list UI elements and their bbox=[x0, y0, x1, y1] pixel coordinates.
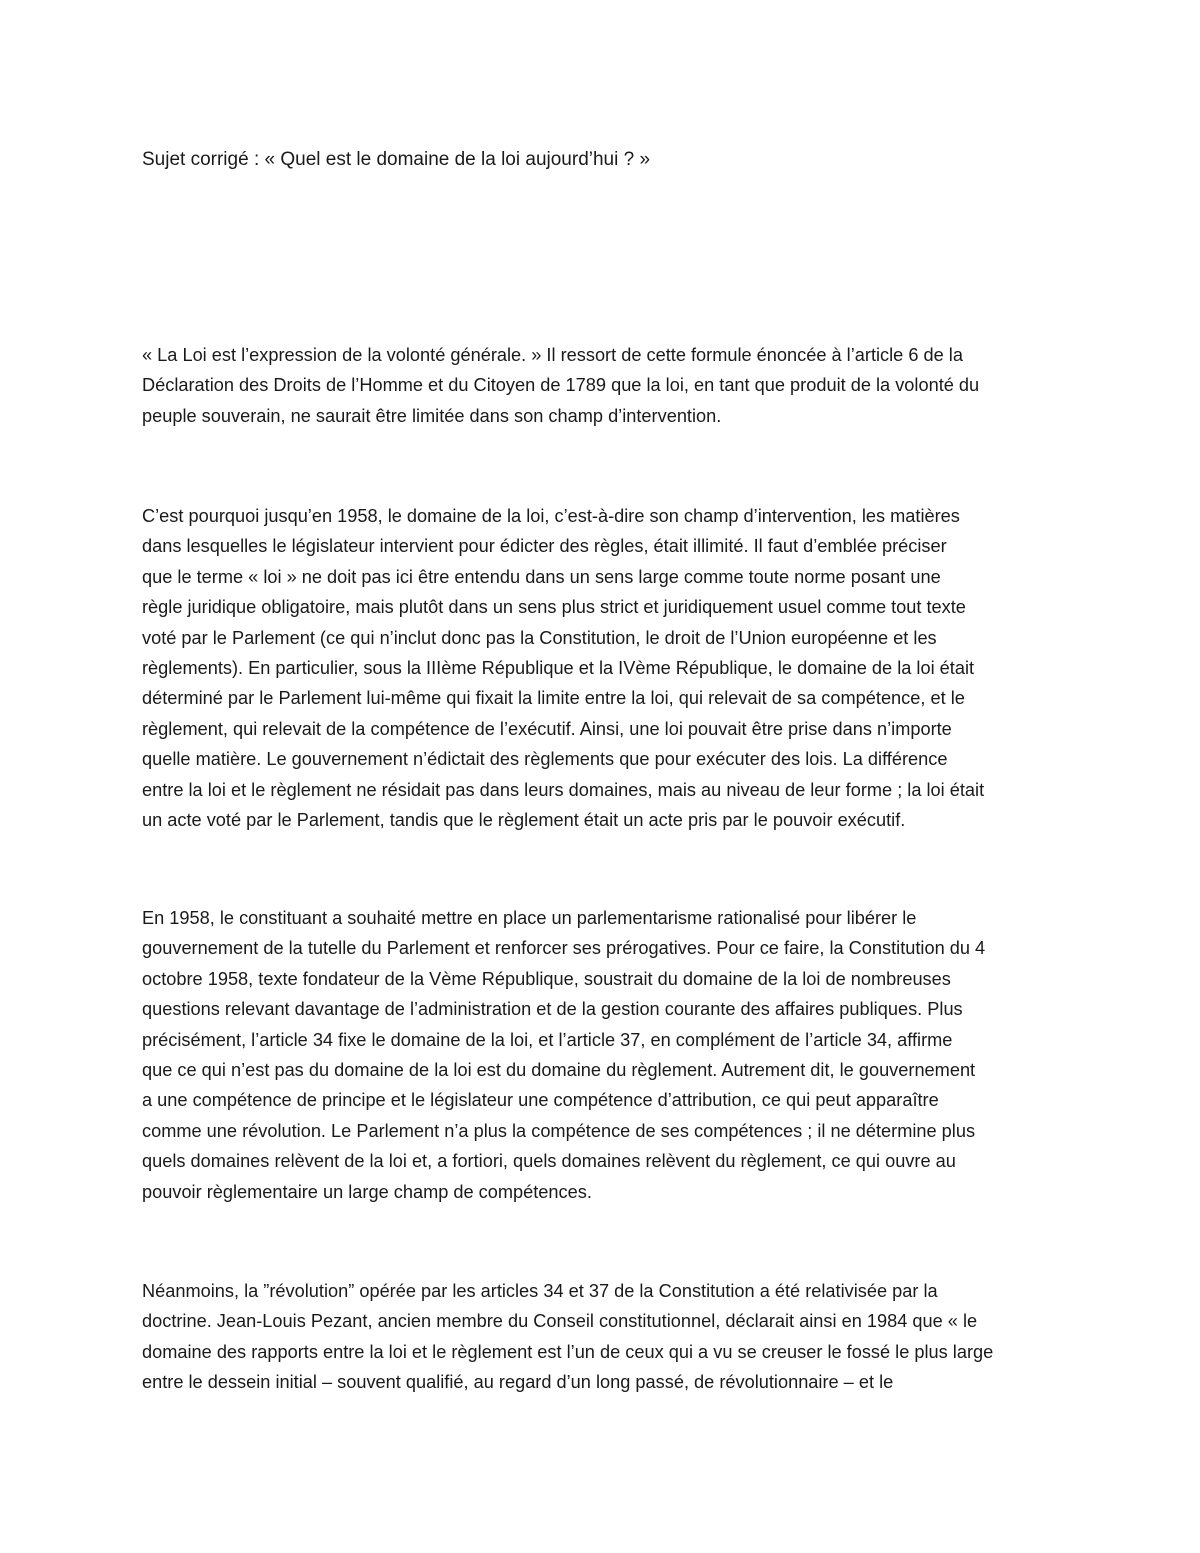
text-line: entre le dessein initial – souvent qualifié, au regard d’un long passé, de révolutionnaire – et le bbox=[142, 1372, 894, 1393]
text-line: que le terme « loi » ne doit pas ici être entendu dans un sens large comme toute norme posant une bbox=[142, 566, 941, 587]
paragraph-doctrine bbox=[142, 1276, 1067, 1398]
text-line: quels domaines relèvent de la loi et, a fortiori, quels domaines relèvent du règlement, ce qui ouvre au bbox=[142, 1151, 956, 1172]
text-line: peuple souverain, ne saurait être limitée dans son champ d’intervention. bbox=[142, 405, 722, 426]
text-line: « La Loi est l’expression de la volonté générale. » Il ressort de cette formule énoncée à l’article 6 de la bbox=[142, 345, 963, 365]
text-line: règle juridique obligatoire, mais plutôt dans un sens plus strict et juridiquement usuel comme tout texte bbox=[142, 597, 966, 618]
text-line: octobre 1958, texte fondateur de la Vème République, soustrait du domaine de la loi de nombreuses bbox=[142, 968, 951, 989]
text-line: C’est pourquoi jusqu’en 1958, le domaine de la loi, c’est-à-dire son champ d’intervention, les matières bbox=[142, 506, 960, 526]
text-line: dans lesquelles le législateur intervient pour édicter des règles, était illimité. Il faut d’emblée préciser bbox=[142, 536, 947, 557]
paragraph-before-1958 bbox=[142, 501, 1067, 835]
text-line: domaine des rapports entre la loi et le règlement est l’un de ceux qui a vu se creuser le fossé le plus large bbox=[142, 1341, 994, 1362]
text-line: Néanmoins, la ”révolution” opérée par les articles 34 et 37 de la Constitution a été relativisée par la bbox=[142, 1281, 938, 1301]
text-line: gouvernement de la tutelle du Parlement et renforcer ses prérogatives. Pour ce faire, la Constitution du 4 bbox=[142, 938, 986, 959]
text-line: voté par le Parlement (ce qui n’inclut donc pas la Constitution, le droit de l’Union européenne et les bbox=[142, 627, 937, 648]
text-line: quelle matière. Le gouvernement n’édictait des règlements que pour exécuter des lois. La différence bbox=[142, 749, 948, 770]
text-line: En 1958, le constituant a souhaité mettre en place un parlementarisme rationalisé pour libérer le bbox=[142, 908, 917, 928]
text-line: comme une révolution. Le Parlement n’a plus la compétence de ses compétences ; il ne détermine plus bbox=[142, 1120, 976, 1141]
text-line: entre la loi et le règlement ne résidait pas dans leurs domaines, mais au niveau de leur forme ; la loi était bbox=[142, 779, 985, 800]
document-title: Sujet corrigé : « Quel est le domaine de la loi aujourd’hui ? » bbox=[142, 149, 651, 170]
text-line: a une compétence de principe et le législateur une compétence d’attribution, ce qui peut apparaître bbox=[142, 1090, 939, 1111]
text-line: règlement, qui relevait de la compétence de l’exécutif. Ainsi, une loi pouvait être prise dans n’importe bbox=[142, 718, 952, 739]
paragraph-intro bbox=[142, 340, 1067, 431]
text-line: règlements). En particulier, sous la IIIème République et la IVème République, le domaine de la loi était bbox=[142, 657, 975, 678]
paragraph-1958-constitution bbox=[142, 903, 1067, 1207]
text-line: déterminé par le Parlement lui-même qui fixait la limite entre la loi, qui relevait de sa compétence, et le bbox=[142, 688, 965, 709]
text-line: que ce qui n’est pas du domaine de la loi est du domaine du règlement. Autrement dit, le gouvernement bbox=[142, 1059, 976, 1080]
text-line: précisément, l’article 34 fixe le domaine de la loi, et l’article 37, en complément de l’article 34, affirme bbox=[142, 1029, 953, 1050]
text-line: un acte voté par le Parlement, tandis que le règlement était un acte pris par le pouvoir exécutif. bbox=[142, 809, 906, 830]
text-line: questions relevant davantage de l’administration et de la gestion courante des affaires publiques. Plus bbox=[142, 999, 963, 1020]
text-line: Déclaration des Droits de l’Homme et du Citoyen de 1789 que la loi, en tant que produit de la volonté du bbox=[142, 375, 980, 396]
text-line: doctrine. Jean-Louis Pezant, ancien membre du Conseil constitutionnel, déclarait ainsi en 1984 que « le bbox=[142, 1311, 978, 1332]
text-line: pouvoir règlementaire un large champ de compétences. bbox=[142, 1181, 592, 1202]
